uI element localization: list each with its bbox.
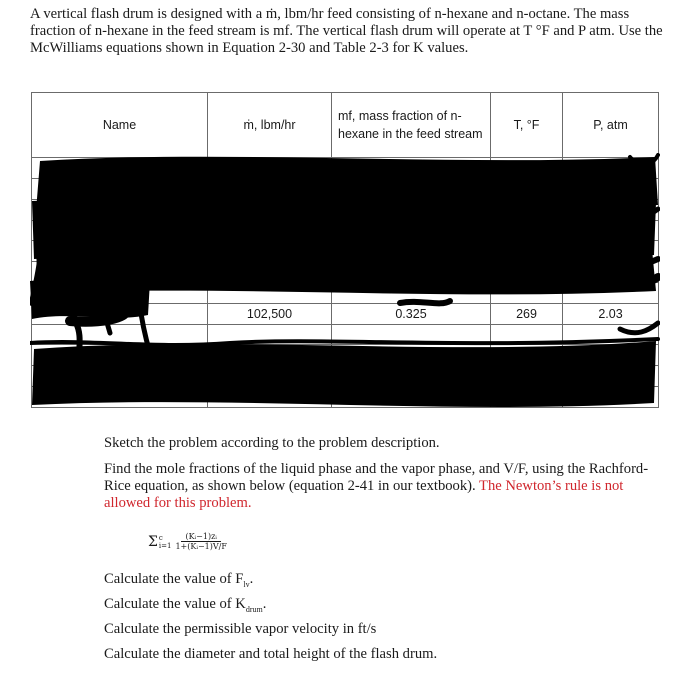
table-row xyxy=(32,387,659,408)
instruction-find-note: The Newton’s rule is not allowed for this problem. xyxy=(104,478,624,511)
header-temperature: T, °F xyxy=(491,93,563,158)
header-mass-flow: ṁ, lbm/hr xyxy=(208,93,332,158)
header-pressure: P, atm xyxy=(563,93,659,158)
table-row xyxy=(32,324,659,345)
cell-temperature: 269 xyxy=(491,303,563,324)
instruction-kdrum: Calculate the value of $K_{drum}$. xyxy=(104,596,267,614)
instruction-flv: Calculate the value of $F_{lv}$. xyxy=(104,571,254,589)
header-mass-fraction: mf, mass fraction of n-hexane in the feed stream xyxy=(332,93,491,158)
cell-name xyxy=(32,303,208,324)
table-header-row xyxy=(32,93,659,158)
problem-intro: A vertical flash drum is designed with a ṁ, lbm/hr feed consisting of n-hexane and n-octane. The mass fraction of n-hexane in the feed stream is mf. The vertical flash drum will operate at T °F and P atm. Use the McWilliams equations shown in Equation 2-30 and Table 2-3 for K values. xyxy=(30,6,663,56)
header-name: Name xyxy=(32,93,208,158)
formula-denominator: 1+(Kᵢ−1)V/F xyxy=(175,542,227,551)
instruction-flv-sub: lv xyxy=(243,579,250,589)
table-row xyxy=(32,345,659,366)
instruction-kdrum-sub: drum xyxy=(245,604,263,614)
cell-mass-flow: 102,500 xyxy=(208,303,332,324)
instruction-find xyxy=(104,461,664,512)
table-row xyxy=(32,283,659,304)
table-row-visible xyxy=(32,303,659,324)
instruction-diameter: Calculate the diameter and total height of the flash drum. xyxy=(104,646,438,662)
cell-mass-fraction: 0.325 xyxy=(332,303,491,324)
instruction-flv-text: Calculate the value of F xyxy=(104,571,244,587)
table-row xyxy=(32,262,659,283)
table-row xyxy=(32,366,659,387)
instruction-sketch: Sketch the problem according to the problem description. xyxy=(104,435,440,451)
instruction-kdrum-text: Calculate the value of K xyxy=(104,596,246,612)
table-row xyxy=(32,220,659,241)
table-row xyxy=(32,178,659,199)
table-row xyxy=(32,199,659,220)
cell-pressure: 2.03 xyxy=(563,303,659,324)
instruction-velocity: Calculate the permissible vapor velocity in ft/s xyxy=(104,621,377,637)
formula-lower: i=1 xyxy=(158,541,172,550)
data-table xyxy=(31,92,659,408)
formula-sigma: Σ xyxy=(148,533,158,550)
formula-numerator: (Kᵢ−1)zᵢ xyxy=(181,532,220,542)
rachford-rice-formula xyxy=(148,532,229,551)
formula-upper: c xyxy=(158,533,163,542)
instruction-find-text: Find the mole fractions of the liquid phase and the vapor phase, and V/F, using the Rachford-Rice equation, as shown below (equation 2-41 in our textbook). xyxy=(104,461,649,494)
table-row xyxy=(32,158,659,179)
table-row xyxy=(32,241,659,262)
